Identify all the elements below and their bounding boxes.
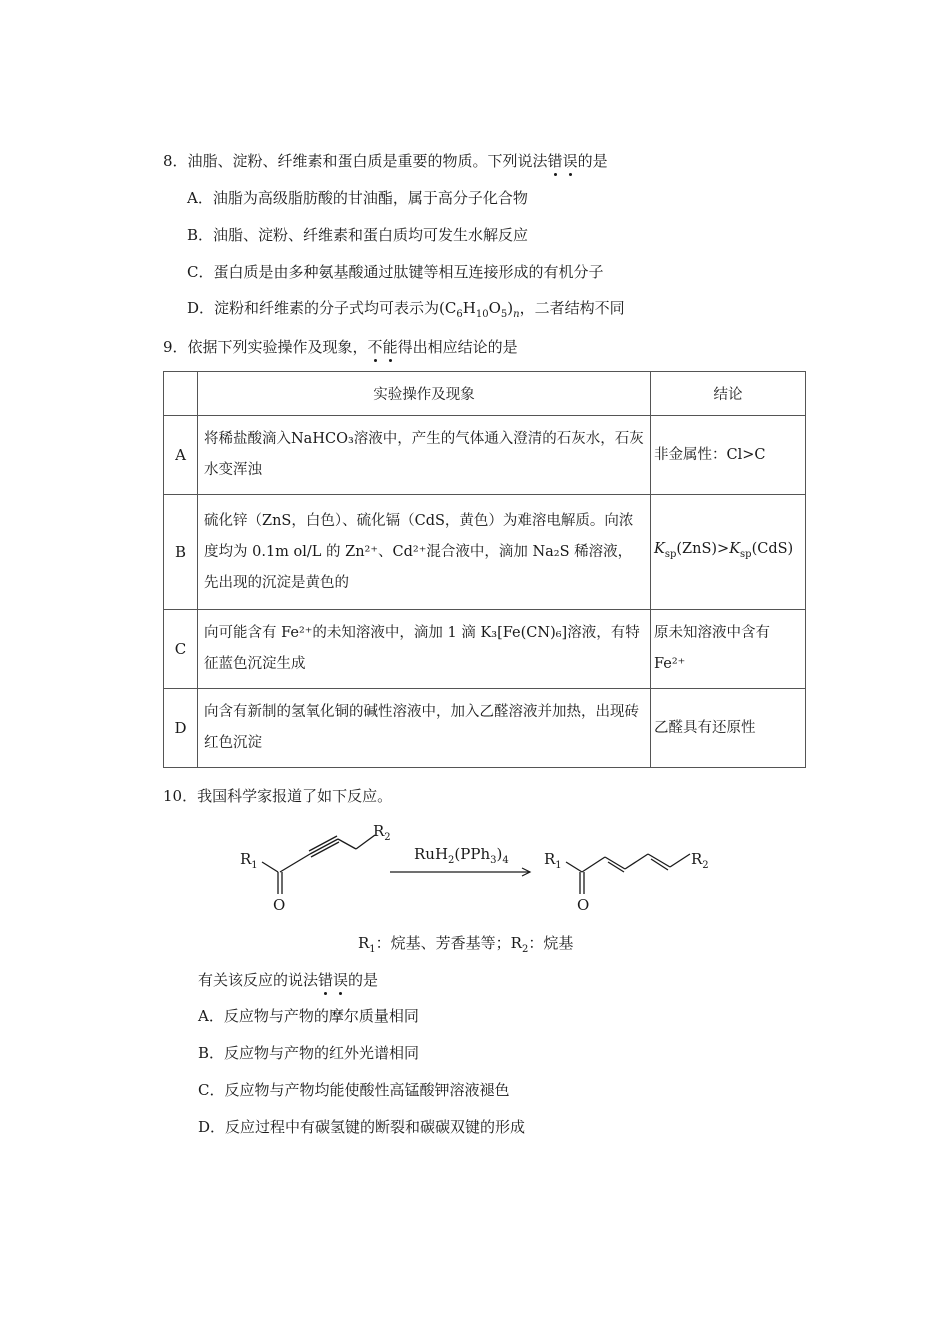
header-label-cell	[164, 372, 198, 416]
q9-stem	[163, 336, 518, 357]
q10-option-a: A．反应物与产物的摩尔质量相同	[198, 1007, 419, 1025]
q10-stem: 10．我国科学家报道了如下反应。	[163, 787, 393, 805]
r1-label-product: $R_1$	[544, 850, 562, 871]
q10-sub-stem-text: 有关该反应的说法	[198, 971, 319, 989]
q9-stem-text: 得出相应结论的是	[397, 338, 518, 356]
scheme-caption: $R_1$：烷基、芳香基等；$R_2$：烷基	[358, 934, 574, 955]
row-label: B	[164, 495, 198, 610]
oxygen-label: O	[273, 896, 286, 912]
r2-label: $R_2$	[373, 822, 391, 843]
q10-option-b: B．反应物与产物的红外光谱相同	[198, 1044, 420, 1062]
row-operation: 向含有新制的氢氧化铜的碱性溶液中，加入乙醛溶液并加热，出现砖红色沉淀	[198, 689, 651, 768]
r2-label-product: $R_2$	[691, 850, 709, 871]
q8-stem-text: 8．油脂、淀粉、纤维素和蛋白质是重要的物质。下列说法	[163, 152, 548, 170]
row-label: A	[164, 416, 198, 495]
q9-emphasis-char: 能	[382, 338, 398, 356]
q10-option-c: C．反应物与产物均能使酸性高锰酸钾溶液褪色	[198, 1081, 510, 1099]
q8-option-d-text: D．淀粉和纤维素的分子式均可表示为	[187, 299, 440, 317]
ksp-expression: $K_{sp}(ZnS)>K_{sp}(CdS)$	[654, 541, 794, 560]
q10-sub-stem	[198, 969, 378, 990]
q8-option-a: A．油脂为高级脂肪酸的甘油酯，属于高分子化合物	[187, 189, 528, 207]
q8-option-d-text: ，二者结构不同	[519, 299, 625, 317]
q8-option-d	[187, 297, 625, 320]
row-conclusion: 非金属性：Cl>C	[651, 416, 806, 495]
row-operation: 硫化锌（ZnS，白色）、硫化镉（CdS，黄色）为难溶电解质。向浓度均为 0.1m ol/L 的 Zn²⁺、Cd²⁺混合液中，滴加 Na₂S 稀溶液，先出现的沉淀是黄色的	[198, 495, 651, 610]
q8-stem	[163, 150, 608, 171]
q10-option-d: D．反应过程中有碳氢键的断裂和碳碳双键的形成	[198, 1118, 526, 1136]
experiment-table	[163, 371, 806, 768]
q9-stem-text: 9．依据下列实验操作及现象，	[163, 338, 368, 356]
row-operation: 向可能含有 Fe²⁺的未知溶液中，滴加 1 滴 K₃[Fe(CN)₆]溶液，有特征蓝色沉淀生成	[198, 610, 651, 689]
table-row	[164, 610, 806, 689]
table-header-row	[164, 372, 806, 416]
table-row	[164, 495, 806, 610]
q8-stem-text: 的是	[577, 152, 608, 170]
q8-emphasis-char: 错	[547, 152, 563, 170]
q8-emphasis-char: 误	[562, 152, 578, 170]
table-row	[164, 416, 806, 495]
reagent-label: $RuH_2(PPh_3)_4$	[414, 845, 509, 866]
oxygen-label-product: O	[577, 896, 590, 912]
q8-option-c: C．蛋白质是由多种氨基酸通过肽键等相互连接形成的有机分子	[187, 263, 604, 281]
header-conclusion: 结论	[651, 372, 806, 416]
q10-emphasis-char: 错	[318, 971, 334, 989]
row-label: D	[164, 689, 198, 768]
table-row	[164, 689, 806, 768]
row-operation: 将稀盐酸滴入NaHCO₃溶液中，产生的气体通入澄清的石灰水，石灰水变浑浊	[198, 416, 651, 495]
row-conclusion: 原未知溶液中含有 Fe²⁺	[651, 610, 806, 689]
product-structure	[566, 854, 690, 894]
reactant-structure	[262, 835, 375, 894]
q10-emphasis-char: 误	[333, 971, 349, 989]
header-operation: 实验操作及现象	[198, 372, 651, 416]
q10-sub-stem-text: 的是	[348, 971, 379, 989]
q8-option-b: B．油脂、淀粉、纤维素和蛋白质均可发生水解反应	[187, 226, 529, 244]
r1-label: $R_1$	[240, 850, 258, 871]
q8-formula: $(C_6H_{10}O_5)_n$	[439, 299, 520, 320]
q9-emphasis-char: 不	[367, 338, 383, 356]
row-conclusion	[651, 495, 806, 610]
reaction-scheme	[230, 812, 720, 912]
row-conclusion: 乙醛具有还原性	[651, 689, 806, 768]
row-label: C	[164, 610, 198, 689]
